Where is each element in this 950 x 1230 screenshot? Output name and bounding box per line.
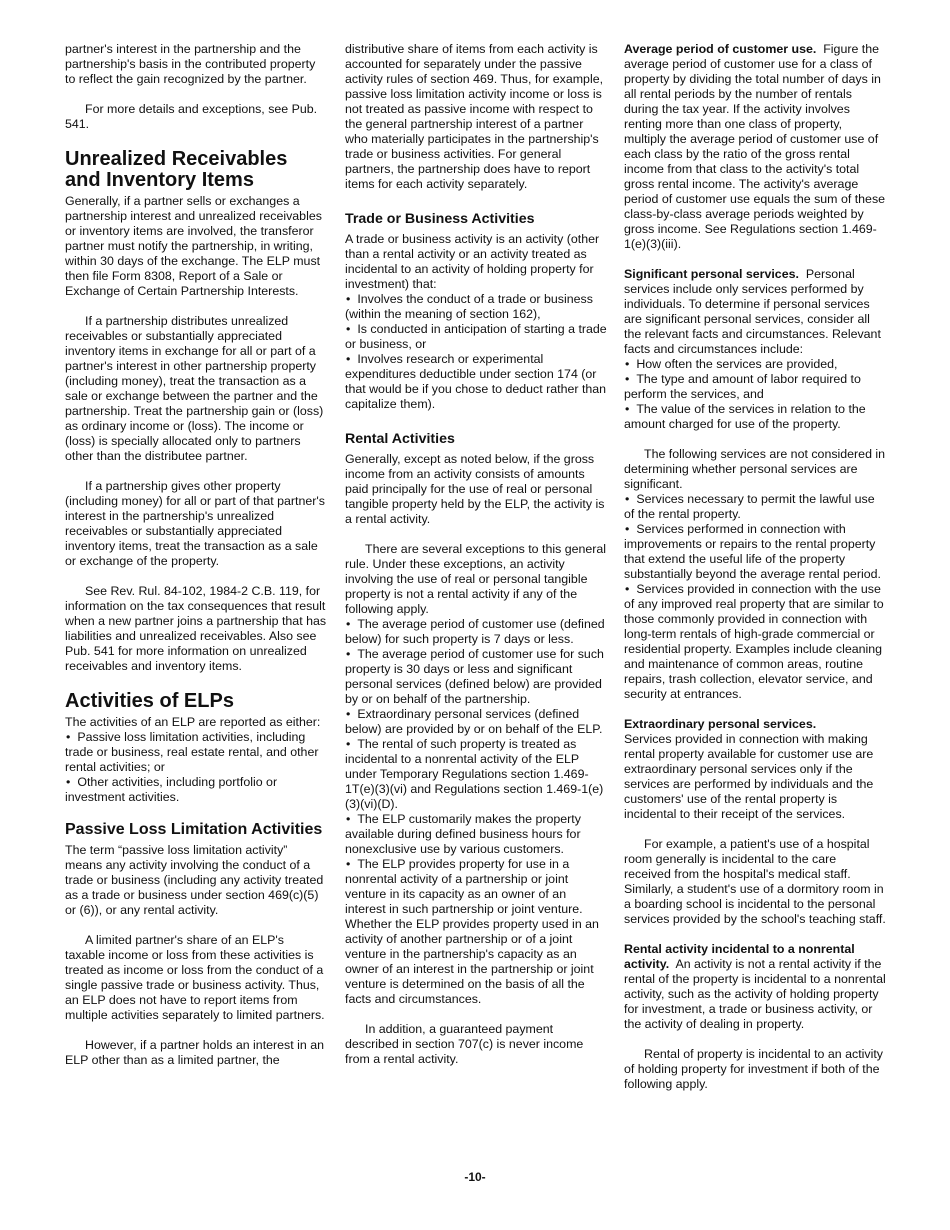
bullet-item: • Involves the conduct of a trade or business (within the meaning of section 162), xyxy=(345,292,607,322)
paragraph: The activities of an ELP are reported as either: xyxy=(65,715,321,729)
heading-rental-activities: Rental Activities xyxy=(345,431,455,447)
paragraph-extraordinary-services xyxy=(624,717,886,822)
column-2 xyxy=(345,42,607,1067)
bullet-item: • The rental of such property is treated as incidental to a nonrental activity of the ELP under Temporary Regulations section 1.469-1T(e)(3)(vi) and Regulations section 1.469-1(e)(3)(vi)(D). xyxy=(345,737,607,812)
paragraph: Generally, if a partner sells or exchanges a partnership interest and unrealized receivables or inventory items are involved, the transferor partner must notify the partnership, in writing, within 30 days of the exchange. The ELP must then file Form 8308, Report of a Sale or Exchange of Certain Partnership Interests. xyxy=(65,194,322,298)
paragraph: Generally, except as noted below, if the gross income from an activity consists of amounts paid principally for the use of real or personal tangible property held by the ELP, the activity is a rental activity. xyxy=(345,452,605,526)
heading-trade-or-business: Trade or Business Activities xyxy=(345,211,535,227)
paragraph-text: Services provided in connection with making rental property available for customer use are extraordinary personal services only if the services are performed by individuals and the customers' use of the rental property is incidental to their receipt of the services. xyxy=(624,732,874,821)
bullet-item: • Services provided in connection with the use of any improved real property that are similar to those commonly provided in connection with long-term rentals of high-grade commercial or residential property. Examples include cleaning and maintenance of common areas, routine repairs, trash collection, elevator service, and security at entrances. xyxy=(624,582,886,702)
bullet-item: • Passive loss limitation activities, including trade or business, real estate rental, and other rental activities; or xyxy=(65,730,327,775)
bullet-item: • Extraordinary personal services (defined below) are provided by or on behalf of the ELP. xyxy=(345,707,607,737)
bullet-item: • The average period of customer use for such property is 30 days or less and significant personal services (defined below) are provided by or on behalf of the partnership. xyxy=(345,647,607,707)
column-1 xyxy=(65,42,327,1068)
bullet-item: • Services performed in connection with improvements or repairs to the rental property that extend the useful life of the property substantially beyond the average rental period. xyxy=(624,522,886,582)
paragraph: If a partnership gives other property (including money) for all or part of that partner's interest in the partnership's unrealized receivables or substantially appreciated inventory items, treat the transaction as a sale or exchange of the property. xyxy=(65,479,325,568)
bullet-item: • Is conducted in anticipation of starting a trade or business, or xyxy=(345,322,607,352)
paragraph: The following services are not considered in determining whether personal services are significant. xyxy=(624,447,886,491)
run-in-heading: Rental activity incidental to a nonrental activity. xyxy=(624,942,855,971)
bullet-item: • Other activities, including portfolio or investment activities. xyxy=(65,775,327,805)
bullet-item: • The ELP provides property for use in a nonrental activity of a partnership or joint venture in its capacity as an owner of an interest in such partnership or joint venture. Whether the ELP provides property used in an activity of another partnership or of a joint venture in the partnership's capacity as an owner of an interest in the partnership or joint venture is determined on the basis of all the facts and circumstances. xyxy=(345,857,607,1007)
heading-passive-loss: Passive Loss Limitation Activities xyxy=(65,821,323,838)
paragraph-text: An activity is not a rental activity if the rental of the property is incidental to a nonrental activity, such as the activity of holding property for investment, a trade or business activity, or the activity of dealing in property. xyxy=(624,957,886,1031)
run-in-heading: Extraordinary personal services. xyxy=(624,717,817,731)
bullet-item: • Involves research or experimental expenditures deductible under section 174 (or that would be if you chose to deduct rather than capitalize them). xyxy=(345,352,607,412)
paragraph: For more details and exceptions, see Pub. 541. xyxy=(65,102,318,131)
bullet-item: • The value of the services in relation to the amount charged for use of the property. xyxy=(624,402,886,432)
paragraph: Rental of property is incidental to an activity of holding property for investment if both of the following apply. xyxy=(624,1047,883,1091)
paragraph-significant-services xyxy=(624,267,886,357)
bullet-item: • Services necessary to permit the lawful use of the rental property. xyxy=(624,492,886,522)
page-number: -10- xyxy=(464,1170,486,1184)
paragraph-average-period xyxy=(624,42,886,252)
heading-activities-of-elps: Activities of ELPs xyxy=(65,690,234,712)
paragraph: There are several exceptions to this general rule. Under these exceptions, an activity involving the use of real or personal tangible property is not a rental activity if any of the following apply. xyxy=(345,542,607,616)
bullet-item: • The ELP customarily makes the property available during defined business hours for nonexclusive use by various customers. xyxy=(345,812,607,857)
paragraph: See Rev. Rul. 84-102, 1984-2 C.B. 119, for information on the tax consequences that result when a new partner joins a partnership that has liabilities and unrealized receivables. Also see Pub. 541 for more information on unrealized receivables and inventory items. xyxy=(65,584,327,673)
run-in-heading: Significant personal services. xyxy=(624,267,799,281)
paragraph: A limited partner's share of an ELP's taxable income or loss from these activities is treated as income or loss from the conduct of a single passive trade or business activity. Thus, an ELP does not have to report items from multiple activities separately to limited partners. xyxy=(65,933,325,1022)
paragraph: For example, a patient's use of a hospital room generally is incidental to the care received from the hospital's medical staff. Similarly, a student's use of a dormitory room in a boarding school is incidental to the personal services provided by the school's teaching staff. xyxy=(624,837,886,926)
paragraph: distributive share of items from each activity is accounted for separately under the passive activity rules of section 469. Thus, for example, passive loss limitation activity income or loss is not treated as passive income with respect to the general partnership interest of a partner who materially participates in the partnership's trade or business activities. For general partners, the partnership does have to report items for each activity separately. xyxy=(345,42,604,191)
paragraph: partner's interest in the partnership and the partnership's basis in the contributed property to reflect the gain recognized by the partner. xyxy=(65,42,316,86)
paragraph: A trade or business activity is an activity (other than a rental activity or an activity treated as incidental to an activity of holding property for investment) that: xyxy=(345,232,600,291)
paragraph: However, if a partner holds an interest in an ELP other than as a limited partner, the xyxy=(65,1038,324,1067)
paragraph-text: Personal services include only services performed by individuals. To determine if personal services are significant personal services, consider all the relevant facts and circumstances. Relevant facts and circumstances include: xyxy=(624,267,881,356)
run-in-heading: Average period of customer use. xyxy=(624,42,817,56)
paragraph: In addition, a guaranteed payment described in section 707(c) is never income from a rental activity. xyxy=(345,1022,584,1066)
column-3 xyxy=(624,42,886,1092)
paragraph: If a partnership distributes unrealized receivables or substantially appreciated inventory items in exchange for all or part of a partner's interest in other partnership property (including money), treat the transaction as a sale or exchange between the partner and the partnership. Treat the partnership gain or (loss) as ordinary income or (loss). The income or (loss) is specially allocated only to partners other than the distributee partner. xyxy=(65,314,324,463)
bullet-item: • How often the services are provided, xyxy=(624,357,886,372)
paragraph-text: Figure the average period of customer use for a class of property by dividing the total number of days in all rental periods by the number of rentals during the tax year. If the activity involves renting more than one class of property, multiply the average period of customer use of each class by the ratio of the gross rental income from that class to the activity's total gross rental income. The activity's average period of customer use equals the sum of these class-by-class average periods weighted by gross income. See Regulations section 1.469-1(e)(3)(iii). xyxy=(624,42,886,251)
bullet-item: • The average period of customer use (defined below) for such property is 7 days or less. xyxy=(345,617,607,647)
heading-unrealized-receivables: Unrealized Receivables and Inventory Items xyxy=(65,148,288,191)
paragraph: The term “passive loss limitation activity” means any activity involving the conduct of a trade or business (including any activity treated as a trade or business under section 469(c)(5) or (6)), or any rental activity. xyxy=(65,843,324,917)
bullet-item: • The type and amount of labor required to perform the services, and xyxy=(624,372,886,402)
paragraph-incidental-activity xyxy=(624,942,886,1032)
